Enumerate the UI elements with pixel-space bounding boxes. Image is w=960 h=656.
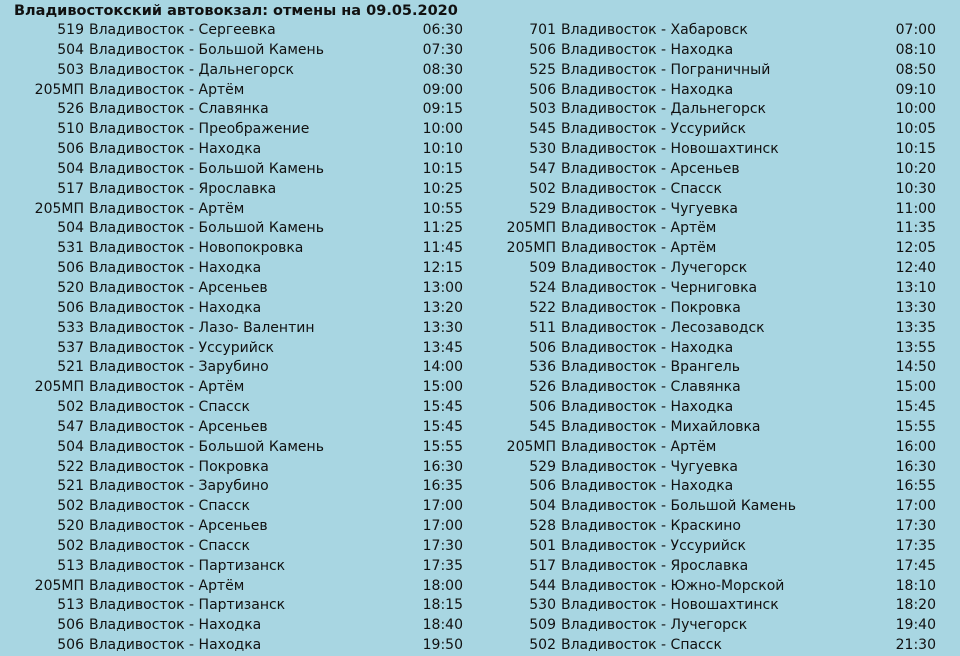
departure-time: 09:10 [895, 81, 936, 98]
cancellation-row [472, 636, 942, 656]
departure-time: 18:15 [422, 597, 463, 614]
route-name: Владивосток - Находка [561, 339, 734, 356]
departure-time: 08:30 [422, 61, 463, 78]
route-number: 513 [57, 597, 84, 614]
route-number: 503 [529, 101, 556, 118]
route-name: Владивосток - Новошахтинск [561, 597, 779, 614]
route-name: Владивосток - Лазо- Валентин [89, 319, 315, 336]
route-number: 530 [529, 597, 556, 614]
cancellation-row [0, 458, 470, 478]
route-number: 529 [529, 200, 556, 217]
route-name: Владивосток - Большой Камень [89, 438, 324, 455]
cancellation-row [0, 41, 470, 61]
route-number: 510 [57, 121, 84, 138]
departure-time: 13:20 [422, 299, 463, 316]
departure-time: 14:00 [422, 359, 463, 376]
route-number: 536 [529, 359, 556, 376]
route-name: Владивосток - Южно-Морской [561, 577, 785, 594]
route-name: Владивосток - Артём [561, 240, 717, 257]
route-name: Владивосток - Большой Камень [89, 220, 324, 237]
route-number: 506 [529, 41, 556, 58]
departure-time: 19:50 [422, 637, 463, 654]
route-name: Владивосток - Уссурийск [561, 121, 747, 138]
route-name: Владивосток - Находка [89, 260, 262, 277]
departure-time: 16:55 [895, 478, 936, 495]
route-name: Владивосток - Сергеевка [89, 22, 276, 38]
cancellation-row [472, 557, 942, 577]
route-number: 205МП [506, 240, 556, 257]
departure-time: 21:30 [895, 637, 936, 654]
cancellation-row [0, 339, 470, 359]
route-name: Владивосток - Спасск [561, 637, 722, 654]
left-column [0, 21, 470, 656]
departure-time: 10:15 [895, 141, 936, 158]
route-number: 513 [57, 557, 84, 574]
route-name: Владивосток - Большой Камень [561, 498, 796, 515]
cancellation-row [0, 358, 470, 378]
cancellation-row [0, 398, 470, 418]
departure-time: 15:00 [895, 379, 936, 396]
route-name: Владивосток - Новошахтинск [561, 141, 779, 158]
cancellation-row [0, 120, 470, 140]
cancellation-row [472, 160, 942, 180]
departure-time: 10:30 [895, 180, 936, 197]
route-number: 506 [529, 399, 556, 416]
route-name: Владивосток - Находка [561, 81, 734, 98]
route-name: Владивосток - Уссурийск [89, 339, 275, 356]
route-number: 544 [529, 577, 556, 594]
departure-time: 15:45 [422, 418, 463, 435]
departure-time: 15:00 [422, 379, 463, 396]
cancellation-row [0, 636, 470, 656]
cancellation-row [472, 378, 942, 398]
cancellation-row [472, 438, 942, 458]
departure-time: 10:15 [422, 160, 463, 177]
departure-time: 17:00 [895, 498, 936, 515]
route-number: 533 [57, 319, 84, 336]
departure-time: 18:40 [422, 617, 463, 634]
route-number: 525 [529, 61, 556, 78]
cancellation-row [0, 219, 470, 239]
cancellation-row [472, 577, 942, 597]
route-name: Владивосток - Чугуевка [561, 458, 738, 475]
page-title: Владивостокский автовокзал: отмены на 09.05.2020 [14, 3, 458, 19]
route-number: 506 [57, 299, 84, 316]
route-number: 504 [57, 220, 84, 237]
route-name: Владивосток - Артём [89, 81, 245, 98]
route-name: Владивосток - Спасск [561, 180, 722, 197]
departure-time: 07:30 [422, 41, 463, 58]
route-number: 502 [57, 498, 84, 515]
route-number: 520 [57, 518, 84, 535]
cancellation-row [472, 537, 942, 557]
route-name: Владивосток - Дальнегорск [89, 61, 294, 78]
cancellation-row [472, 61, 942, 81]
cancellation-row [0, 100, 470, 120]
route-name: Владивосток - Новопокровка [89, 240, 304, 257]
departure-time: 17:30 [895, 518, 936, 535]
route-name: Владивосток - Партизанск [89, 557, 286, 574]
departure-time: 10:00 [895, 101, 936, 118]
departure-time: 11:00 [895, 200, 936, 217]
departure-time: 08:10 [895, 41, 936, 58]
cancellation-row [472, 299, 942, 319]
route-name: Владивосток - Черниговка [561, 279, 758, 296]
route-number: 517 [57, 180, 84, 197]
cancellation-row [472, 418, 942, 438]
cancellation-row [472, 259, 942, 279]
route-number: 504 [529, 498, 556, 515]
cancellation-row [472, 120, 942, 140]
route-number: 205МП [506, 220, 556, 237]
route-name: Владивосток - Покровка [561, 299, 741, 316]
departure-time: 11:25 [422, 220, 463, 237]
route-name: Владивосток - Зарубино [89, 359, 269, 376]
route-number: 205МП [34, 577, 84, 594]
route-name: Владивосток - Арсеньев [89, 418, 268, 435]
departure-time: 17:35 [895, 537, 936, 554]
departure-time: 19:40 [895, 617, 936, 634]
departure-time: 10:55 [422, 200, 463, 217]
route-name: Владивосток - Большой Камень [89, 41, 324, 58]
departure-time: 15:55 [422, 438, 463, 455]
cancellation-row [0, 319, 470, 339]
route-name: Владивосток - Уссурийск [561, 537, 747, 554]
cancellation-row [0, 477, 470, 497]
route-name: Владивосток - Ярославка [561, 557, 749, 574]
departure-time: 10:05 [895, 121, 936, 138]
departure-time: 17:35 [422, 557, 463, 574]
departure-time: 11:35 [895, 220, 936, 237]
departure-time: 13:30 [422, 319, 463, 336]
route-name: Владивосток - Находка [561, 478, 734, 495]
route-name: Владивосток - Чугуевка [561, 200, 738, 217]
route-name: Владивосток - Дальнегорск [561, 101, 766, 118]
departure-time: 16:30 [422, 458, 463, 475]
departure-time: 18:00 [422, 577, 463, 594]
departure-time: 09:15 [422, 101, 463, 118]
departure-time: 12:05 [895, 240, 936, 257]
route-name: Владивосток - Находка [561, 399, 734, 416]
route-name: Владивосток - Спасск [89, 498, 250, 515]
route-name: Владивосток - Спасск [89, 399, 250, 416]
departure-time: 10:25 [422, 180, 463, 197]
route-name: Владивосток - Хабаровск [561, 22, 748, 38]
departure-time: 17:45 [895, 557, 936, 574]
route-number: 509 [529, 260, 556, 277]
route-name: Владивосток - Находка [89, 141, 262, 158]
departure-time: 15:45 [422, 399, 463, 416]
cancellation-row [472, 458, 942, 478]
route-name: Владивосток - Артём [89, 577, 245, 594]
departure-time: 08:50 [895, 61, 936, 78]
departure-time: 13:00 [422, 279, 463, 296]
route-number: 504 [57, 438, 84, 455]
route-number: 205МП [34, 379, 84, 396]
cancellation-row [472, 596, 942, 616]
cancellation-row [0, 378, 470, 398]
departure-time: 06:30 [422, 22, 463, 38]
cancellation-row [0, 239, 470, 259]
route-number: 528 [529, 518, 556, 535]
cancellation-row [0, 577, 470, 597]
cancellation-row [0, 81, 470, 101]
departure-time: 15:55 [895, 418, 936, 435]
cancellation-row [0, 259, 470, 279]
cancellation-row [472, 219, 942, 239]
route-name: Владивосток - Большой Камень [89, 160, 324, 177]
route-number: 519 [57, 22, 84, 38]
departure-time: 13:55 [895, 339, 936, 356]
cancellation-row [472, 616, 942, 636]
route-name: Владивосток - Арсеньев [561, 160, 740, 177]
route-name: Владивосток - Славянка [561, 379, 741, 396]
route-number: 526 [57, 101, 84, 118]
departure-time: 13:30 [895, 299, 936, 316]
route-number: 522 [529, 299, 556, 316]
route-number: 506 [529, 81, 556, 98]
route-name: Владивосток - Артём [89, 379, 245, 396]
route-name: Владивосток - Арсеньев [89, 279, 268, 296]
route-number: 537 [57, 339, 84, 356]
route-name: Владивосток - Славянка [89, 101, 269, 118]
route-number: 506 [529, 339, 556, 356]
cancellation-row [472, 180, 942, 200]
route-number: 506 [529, 478, 556, 495]
route-number: 530 [529, 141, 556, 158]
route-name: Владивосток - Врангель [561, 359, 740, 376]
cancellation-row [472, 140, 942, 160]
route-number: 521 [57, 478, 84, 495]
cancellation-row [0, 299, 470, 319]
cancellation-row [0, 180, 470, 200]
departure-time: 12:40 [895, 260, 936, 277]
departure-time: 10:20 [895, 160, 936, 177]
cancellation-row [472, 41, 942, 61]
cancellation-row [0, 21, 470, 41]
route-number: 506 [57, 141, 84, 158]
departure-time: 16:00 [895, 438, 936, 455]
route-number: 205МП [34, 200, 84, 217]
route-number: 547 [57, 418, 84, 435]
route-name: Владивосток - Находка [89, 637, 262, 654]
cancellation-row [0, 616, 470, 636]
route-number: 503 [57, 61, 84, 78]
cancellation-row [0, 517, 470, 537]
departure-time: 13:45 [422, 339, 463, 356]
departure-time: 07:00 [895, 22, 936, 38]
route-number: 547 [529, 160, 556, 177]
route-number: 502 [57, 537, 84, 554]
route-number: 511 [529, 319, 556, 336]
route-number: 545 [529, 121, 556, 138]
cancellation-row [472, 398, 942, 418]
route-name: Владивосток - Михайловка [561, 418, 761, 435]
route-number: 531 [57, 240, 84, 257]
cancellation-row [0, 596, 470, 616]
route-name: Владивосток - Покровка [89, 458, 269, 475]
cancellation-row [0, 279, 470, 299]
cancellation-row [0, 160, 470, 180]
route-number: 701 [529, 22, 556, 38]
route-name: Владивосток - Находка [89, 299, 262, 316]
route-number: 526 [529, 379, 556, 396]
route-name: Владивосток - Спасск [89, 537, 250, 554]
departure-time: 15:45 [895, 399, 936, 416]
cancellation-row [472, 477, 942, 497]
cancellation-row [0, 140, 470, 160]
route-number: 502 [529, 180, 556, 197]
departure-time: 17:00 [422, 518, 463, 535]
cancellation-row [472, 81, 942, 101]
route-name: Владивосток - Партизанск [89, 597, 286, 614]
cancellation-row [472, 21, 942, 41]
route-name: Владивосток - Арсеньев [89, 518, 268, 535]
route-name: Владивосток - Лучегорск [561, 260, 748, 277]
departure-time: 17:00 [422, 498, 463, 515]
route-number: 545 [529, 418, 556, 435]
route-number: 502 [57, 399, 84, 416]
cancellation-row [0, 438, 470, 458]
route-name: Владивосток - Краскино [561, 518, 741, 535]
departure-time: 10:10 [422, 141, 463, 158]
departure-time: 18:10 [895, 577, 936, 594]
departure-time: 16:35 [422, 478, 463, 495]
route-name: Владивосток - Артём [561, 220, 717, 237]
cancellation-row [0, 418, 470, 438]
departure-time: 17:30 [422, 537, 463, 554]
cancellation-row [472, 339, 942, 359]
departure-time: 13:35 [895, 319, 936, 336]
route-name: Владивосток - Зарубино [89, 478, 269, 495]
route-number: 517 [529, 557, 556, 574]
route-number: 506 [57, 637, 84, 654]
route-name: Владивосток - Артём [561, 438, 717, 455]
route-number: 506 [57, 617, 84, 634]
departure-time: 12:15 [422, 260, 463, 277]
route-number: 522 [57, 458, 84, 475]
route-name: Владивосток - Ярославка [89, 180, 277, 197]
departure-time: 10:00 [422, 121, 463, 138]
cancellation-row [472, 239, 942, 259]
route-name: Владивосток - Артём [89, 200, 245, 217]
right-column [472, 21, 942, 656]
cancellation-row [472, 279, 942, 299]
route-number: 521 [57, 359, 84, 376]
route-number: 205МП [506, 438, 556, 455]
route-number: 504 [57, 41, 84, 58]
cancellation-row [472, 100, 942, 120]
route-number: 520 [57, 279, 84, 296]
route-number: 504 [57, 160, 84, 177]
route-number: 501 [529, 537, 556, 554]
route-name: Владивосток - Находка [89, 617, 262, 634]
route-name: Владивосток - Лучегорск [561, 617, 748, 634]
cancellation-row [0, 61, 470, 81]
cancellation-row [0, 497, 470, 517]
route-name: Владивосток - Лесозаводск [561, 319, 765, 336]
cancellation-row [472, 200, 942, 220]
route-number: 529 [529, 458, 556, 475]
departure-time: 11:45 [422, 240, 463, 257]
route-number: 502 [529, 637, 556, 654]
cancellation-row [0, 557, 470, 577]
departure-time: 14:50 [895, 359, 936, 376]
route-number: 509 [529, 617, 556, 634]
route-name: Владивосток - Пограничный [561, 61, 771, 78]
cancellation-row [0, 200, 470, 220]
cancellation-row [0, 537, 470, 557]
route-number: 506 [57, 260, 84, 277]
departure-time: 18:20 [895, 597, 936, 614]
departure-time: 13:10 [895, 279, 936, 296]
cancellation-row [472, 358, 942, 378]
cancellation-row [472, 517, 942, 537]
cancellation-row [472, 319, 942, 339]
departure-time: 16:30 [895, 458, 936, 475]
route-name: Владивосток - Находка [561, 41, 734, 58]
departure-time: 09:00 [422, 81, 463, 98]
cancellation-row [472, 497, 942, 517]
route-number: 205МП [34, 81, 84, 98]
route-name: Владивосток - Преображение [89, 121, 310, 138]
route-number: 524 [529, 279, 556, 296]
